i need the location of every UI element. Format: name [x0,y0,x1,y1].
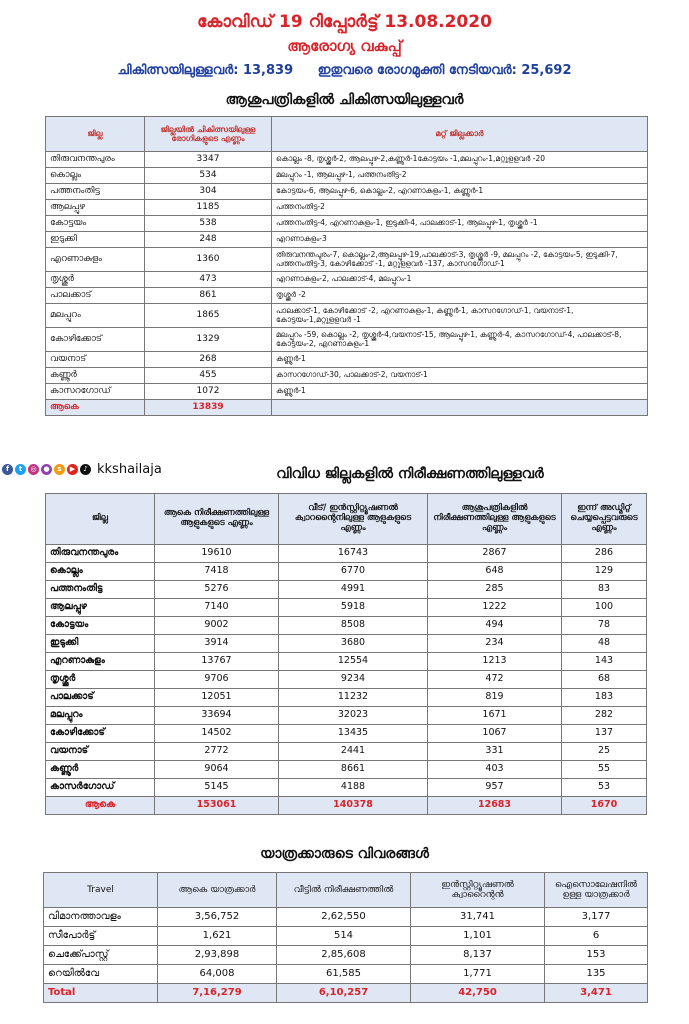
table-cell: 534 [145,168,272,184]
table-row [46,635,647,653]
table-cell: 153 [545,946,648,965]
table-cell: എറണാകുളം [46,653,155,671]
table-cell: 3680 [279,635,428,653]
table-cell: 68 [562,671,647,689]
table-cell: 268 [145,352,272,368]
table-row [46,545,647,563]
tiktok-icon[interactable]: ♪ [80,464,91,475]
table-cell: 2441 [279,743,428,761]
column-header: ആകെ നിരീക്ഷണത്തിലുള്ള ആളുകളുടെ എണ്ണം [155,494,279,545]
table-cell: 1067 [428,725,562,743]
table-cell: 19610 [155,545,279,563]
table-cell: സീപോർട്ട് [44,927,158,946]
table-cell: 83 [562,581,647,599]
table-row [46,328,648,352]
table-cell: 7140 [155,599,279,617]
table-row [46,272,648,288]
table-row [46,779,647,797]
table-cell: 140378 [279,797,428,815]
table-cell: 1,101 [411,927,545,946]
table-row [46,184,648,200]
observation-title: വിവിധ ജില്ലകളിൽ നിരീക്ഷണത്തിലുള്ളവർ [276,466,544,482]
table-cell: കാസർഗോഡ് [46,779,155,797]
table-row [46,563,647,581]
table-cell: കൊല്ലം [46,563,155,581]
table-row [46,216,648,232]
table-cell: തൃശ്ശൂർ -2 [272,288,648,304]
table-cell: 9002 [155,617,279,635]
total-row [44,984,648,1003]
table-cell: 331 [428,743,562,761]
table-row [46,743,647,761]
column-header: വീട്/ ഇൻസ്റ്റിറ്റ്യൂഷണൽ ക്വാറന്റൈനിലുള്ള ആളുകളുടെ എണ്ണം [279,494,428,545]
table-cell: കാസറഗോഡ്-30, പാലക്കാട്-2, വയനാട്-1 [272,368,648,384]
table-cell: എറണാകുളം-2, പാലക്കാട്-4, മലപ്പുറം-1 [272,272,648,288]
table-row [46,288,648,304]
table-cell: കാസറഗോഡ് [46,384,145,400]
table-cell: 286 [562,545,647,563]
table-row [46,617,647,635]
column-header: ഇൻസ്റ്റിറ്റ്യൂഷണൽ ക്വാറൈന്റൻ [411,873,545,908]
table-cell: പാലക്കാട് [46,288,145,304]
table-cell: 5145 [155,779,279,797]
instagram-icon[interactable]: ◎ [28,464,39,475]
table-cell: 78 [562,617,647,635]
table-cell: 1670 [562,797,647,815]
social-handle: kkshailaja [97,462,162,477]
table-cell [272,400,648,416]
table-cell: 1360 [145,248,272,272]
table-cell: എറണാകുളം [46,248,145,272]
table-cell: കോട്ടയം [46,617,155,635]
table-cell: 13839 [145,400,272,416]
table-cell: 12554 [279,653,428,671]
table-cell: ചെക്ക്പോസ്റ്റ് [44,946,158,965]
column-header: ജില്ല [46,494,155,545]
table-cell: 13767 [155,653,279,671]
table-cell: കണ്ണൂർ [46,761,155,779]
table-cell: 3,177 [545,908,648,927]
table-row [46,232,648,248]
table-cell: 6,10,257 [277,984,411,1003]
table-cell: 12683 [428,797,562,815]
column-header: ആകെ യാത്രക്കാർ [158,873,277,908]
table-row [46,152,648,168]
table-cell: 135 [545,965,648,984]
table-row [46,689,647,707]
travellers-title: യാത്രക്കാരുടെ വിവരങ്ങൾ [260,846,429,862]
table-cell: ആലപ്പുഴ [46,599,155,617]
table-cell: 5276 [155,581,279,599]
table-cell: 55 [562,761,647,779]
table-cell: 1329 [145,328,272,352]
table-cell: 473 [145,272,272,288]
table-cell: 1671 [428,707,562,725]
table-cell: 48 [562,635,647,653]
table-cell: 3,56,752 [158,908,277,927]
table-cell: 100 [562,599,647,617]
table-cell: കണ്ണൂർ-1 [272,352,648,368]
table-cell: ആകെ [46,400,145,416]
table-cell: 1072 [145,384,272,400]
table-cell: പത്തനംതിട്ട [46,184,145,200]
table-cell: 64,008 [158,965,277,984]
table-cell: കൊല്ലം -8, തൃശ്ശൂർ-2, ആലപ്പുഴ-2,കണ്ണൂർ-1കോട്ടയം -1,മലപ്പുറം-1,മറ്റുളളവർ -20 [272,152,648,168]
table-cell: 53 [562,779,647,797]
table-cell: 234 [428,635,562,653]
table-cell: 137 [562,725,647,743]
column-header: വീട്ടിൽ നിരീക്ഷണത്തിൽ [277,873,411,908]
table-cell: 514 [277,927,411,946]
table-cell: തൃശ്ശൂർ [46,272,145,288]
table-cell: ആലപ്പുഴ [46,200,145,216]
hospital-treatment-title: ആശുപത്രികളിൽ ചികിത്സയിലുള്ളവർ [225,92,464,108]
table-cell: തിരുവനന്തപുരം [46,545,155,563]
table-cell: 957 [428,779,562,797]
table-cell: 819 [428,689,562,707]
table-cell: 31,741 [411,908,545,927]
table-cell: 11232 [279,689,428,707]
table-row [44,965,648,984]
table-cell: 143 [562,653,647,671]
table-cell: 129 [562,563,647,581]
column-header: ഇന്ന് അഡ്മിറ്റ് ചെയ്യപ്പെട്ടവരുടെ എണ്ണം [562,494,647,545]
table-cell: ഇടുക്കി [46,232,145,248]
travellers-table [43,872,648,1003]
table-cell: കോഴിക്കോട് [46,725,155,743]
column-header: Travel [44,873,158,908]
table-cell: ഇടുക്കി [46,635,155,653]
column-header: ജില്ലയിൽ ചികിത്സയിലുള്ള രോഗികളുടെ എണ്ണം [145,117,272,152]
table-row [44,946,648,965]
table-cell: മലപ്പുറം [46,707,155,725]
table-cell: 14502 [155,725,279,743]
table-row [46,352,648,368]
table-cell: 1222 [428,599,562,617]
table-cell: 472 [428,671,562,689]
table-cell: കണ്ണൂർ-1 [272,384,648,400]
total-row [46,400,648,416]
summary-line [0,63,689,78]
table-cell: 403 [428,761,562,779]
table-row [44,927,648,946]
table-header-row [46,117,648,152]
table-cell: വയനാട് [46,352,145,368]
table-cell: 9706 [155,671,279,689]
table-cell: വയനാട് [46,743,155,761]
table-cell: 4188 [279,779,428,797]
table-cell: 1865 [145,304,272,328]
table-cell: 285 [428,581,562,599]
table-cell: വിമാനത്താവളം [44,908,158,927]
table-cell: 538 [145,216,272,232]
table-cell: 2,62,550 [277,908,411,927]
table-cell: 2,93,898 [158,946,277,965]
table-cell: 1,621 [158,927,277,946]
department-title: ആരോഗ്യ വകുപ്പ് [287,37,402,55]
table-cell: തൃശ്ശൂർ [46,671,155,689]
table-cell: 861 [145,288,272,304]
table-cell: 32023 [279,707,428,725]
table-cell: മലപ്പുറം -1, ആലപ്പുഴ-1, പത്തനംതിട്ട-2 [272,168,648,184]
recovered-count: ഇതുവരെ രോഗമുക്തി നേടിയവർ: 25,692 [317,63,572,78]
table-cell: 1,771 [411,965,545,984]
column-header: ജില്ല [46,117,145,152]
table-cell: കോട്ടയം-6, ആലപ്പുഴ-6, കൊല്ലം-2, എറണാകുളം-1, കണ്ണൂർ-1 [272,184,648,200]
table-cell: 455 [145,368,272,384]
table-cell: 7,16,279 [158,984,277,1003]
table-cell: 3347 [145,152,272,168]
table-cell: 2772 [155,743,279,761]
table-row [46,707,647,725]
report-title: കോവിഡ് 19 റിപ്പോർട്ട് 13.08.2020 [197,12,492,32]
table-cell: പത്തനംതിട്ട-4, എറണാകുളം-1, ഇടുക്കി-4, പാലക്കാട്-1, ആലപ്പുഴ-1, തൃശ്ശൂർ -1 [272,216,648,232]
column-header: മറ്റ് ജില്ലക്കാർ [272,117,648,152]
table-cell: 13435 [279,725,428,743]
table-cell: മലപ്പുറം [46,304,145,328]
table-cell: 42,750 [411,984,545,1003]
table-row [46,248,648,272]
table-cell: 7418 [155,563,279,581]
table-cell: പത്തനംതിട്ട-2 [272,200,648,216]
table-cell: 3,471 [545,984,648,1003]
table-cell: 282 [562,707,647,725]
table-cell: കൊല്ലം [46,168,145,184]
table-row [46,671,647,689]
table-cell: 494 [428,617,562,635]
table-cell: 648 [428,563,562,581]
observation-table [45,493,647,815]
table-row [46,168,648,184]
table-row [46,599,647,617]
table-row [46,581,647,599]
table-cell: 183 [562,689,647,707]
table-cell: റെയിൽവേ [44,965,158,984]
table-header-row [44,873,648,908]
table-row [46,725,647,743]
table-cell: 248 [145,232,272,248]
table-cell: തിരുവനന്തപുരം [46,152,145,168]
table-cell: 6 [545,927,648,946]
table-cell: 2,85,608 [277,946,411,965]
table-cell: കോഴിക്കോട് [46,328,145,352]
table-cell: 1213 [428,653,562,671]
table-row [46,384,648,400]
sharechat-icon[interactable]: s [54,464,65,475]
table-cell: 4991 [279,581,428,599]
table-cell: മലപ്പുറം -59, കൊല്ലം -2, തൃശ്ശൂർ-4,വയനാട്-15, ആലപ്പുഴ-1, കണ്ണൂർ-4, കാസറഗോഡ്-4, പാലക്കാട്-8, കോട്ടയം-2, എറണാകുളം-1 [272,328,648,352]
table-cell: 16743 [279,545,428,563]
table-cell: 8,137 [411,946,545,965]
table-row [44,908,648,927]
table-row [46,368,648,384]
table-cell: 153061 [155,797,279,815]
table-cell: 6770 [279,563,428,581]
table-cell: 304 [145,184,272,200]
table-row [46,653,647,671]
table-cell: കണ്ണൂർ [46,368,145,384]
table-cell: 9234 [279,671,428,689]
column-header: ഐസൊലേഷനിൽ ഉള്ള യാത്രക്കാർ [545,873,648,908]
total-row [46,797,647,815]
table-cell: 1185 [145,200,272,216]
table-cell: പത്തനംതിട്ട [46,581,155,599]
podcast-icon[interactable]: ● [41,464,52,475]
table-cell: ആകെ [46,797,155,815]
table-row [46,304,648,328]
under-treatment-count: ചികിത്സയിലുള്ളവർ: 13,839 [117,63,294,78]
table-cell: 3914 [155,635,279,653]
table-cell: 61,585 [277,965,411,984]
table-cell: Total [44,984,158,1003]
hospital-treatment-table [45,116,648,416]
table-row [46,200,648,216]
table-cell: 5918 [279,599,428,617]
facebook-icon[interactable]: f [2,464,13,475]
column-header: ആശുപത്രികളിൽ നിരീക്ഷണത്തിലുള്ള ആളുകളുടെ എണ്ണം [428,494,562,545]
table-row [46,761,647,779]
table-cell: കോട്ടയം [46,216,145,232]
twitter-icon[interactable]: t [15,464,26,475]
table-cell: 25 [562,743,647,761]
youtube-icon[interactable]: ▶ [67,464,78,475]
table-cell: 2867 [428,545,562,563]
table-header-row [46,494,647,545]
table-cell: പാലക്കാട് [46,689,155,707]
table-cell: പാലക്കാട്-1, കോഴിക്കോട് -2, എറണാകുളം-1, കണ്ണൂർ-1, കാസറഗോഡ്-1, വയനാട്-1, കോട്ടയം-1,മറ്റുളളവർ -1 [272,304,648,328]
table-cell: 12051 [155,689,279,707]
table-cell: 8508 [279,617,428,635]
table-cell: എറണാകുളം-3 [272,232,648,248]
table-cell: 9064 [155,761,279,779]
table-cell: 33694 [155,707,279,725]
table-cell: തിരുവനന്തപുരം-7, കൊല്ലം-2,ആലപ്പുഴ-19,പാലക്കാട്-3, തൃശ്ശൂർ -9, മലപ്പുറം -2, കോട്ടയം-5, ഇടുക്കി-7, പത്തനംതിട്ട-3, കോഴിക്കോട് -1, മറ്റുളളവർ -137, കാസറഗോഡ്-1 [272,248,648,272]
table-cell: 8661 [279,761,428,779]
